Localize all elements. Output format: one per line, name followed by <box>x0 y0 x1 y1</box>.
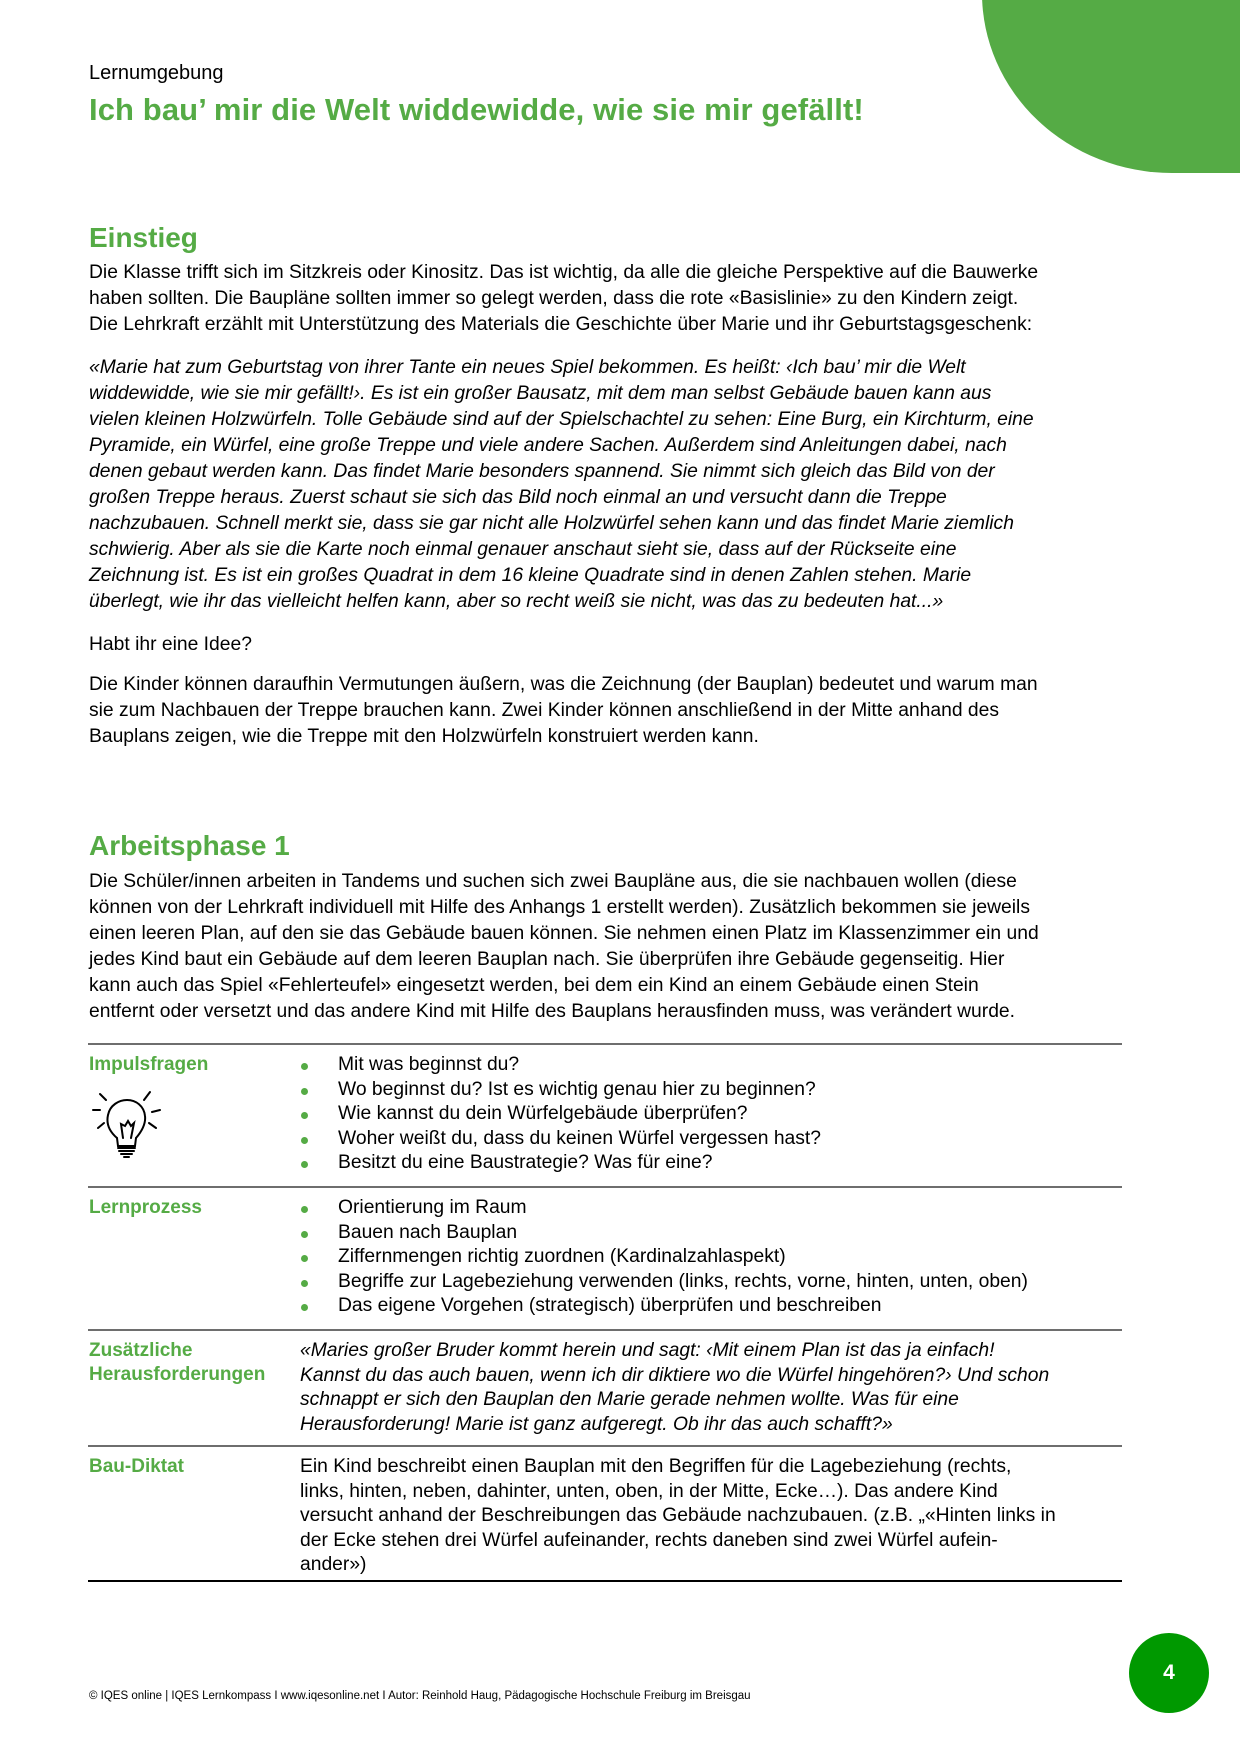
einstieg-intro <box>89 260 1129 338</box>
text-line: Pyramide, ein Würfel, eine große Treppe und viele andere Sachen. Außerdem sind Anleitungen dabei, nach <box>89 435 1007 456</box>
text-line: können von der Lehrkraft individuell mit Hilfe des Anhangs 1 erstellt werden). Zusätzlich bekommen sie jeweils <box>89 897 1030 918</box>
row-content <box>300 1045 1122 1176</box>
text-line: jedes Kind baut ein Gebäude auf dem leeren Bauplan nach. Sie überprüfen ihre Gebäude gegenseitig. Hier <box>89 949 1005 970</box>
section-heading-einstieg: Einstieg <box>89 222 198 253</box>
einstieg-followup <box>89 672 1129 750</box>
footer-credits: © IQES online | IQES Lernkompass I www.iqesonline.net I Autor: Reinhold Haug, Pädagogische Hochschule Freiburg im Breisgau <box>89 1690 751 1702</box>
page-number: 4 <box>1163 1661 1175 1684</box>
lightbulb-icon <box>90 1088 166 1160</box>
list-item: Orientierung im Raum <box>300 1196 1122 1221</box>
text-line: Zeichnung ist. Es ist ein großes Quadrat in dem 16 kleine Quadrate sind in denen Zahlen stehen. Marie <box>89 565 972 586</box>
row-label: Impulsfragen <box>89 1054 209 1075</box>
text-line: entfernt oder versetzt und das andere Kind mit Hilfe des Bauplans herausfinden muss, was verändert wurde. <box>89 1001 1016 1022</box>
list-item: Besitzt du eine Baustrategie? Was für eine? <box>300 1151 1122 1176</box>
arbeitsphase-text <box>89 869 1129 1025</box>
bullet-icon <box>301 1231 308 1238</box>
bullet-icon <box>301 1112 308 1119</box>
list-item: Mit was beginnst du? <box>300 1053 1122 1078</box>
row-label: Lernprozess <box>89 1197 202 1218</box>
table-row-lernprozess <box>88 1186 1122 1329</box>
table-row-bau-diktat <box>88 1445 1122 1582</box>
text-line: ander») <box>300 1554 367 1575</box>
page-number-badge <box>1129 1633 1209 1713</box>
text-line: der Ecke stehen drei Würfel aufeinander, rechts daneben sind zwei Würfel aufein- <box>300 1529 998 1551</box>
text-line: Ein Kind beschreibt einen Bauplan mit den Begriffen für die Lagebeziehung (rechts, <box>300 1456 1012 1477</box>
text-line: Herausforderung! Marie ist ganz aufgeregt. Ob ihr das auch schafft?» <box>300 1413 893 1435</box>
list-item: Wo beginnst du? Ist es wichtig genau hier zu beginnen? <box>300 1078 1122 1103</box>
list-item: Bauen nach Bauplan <box>300 1221 1122 1246</box>
text-line: großen Treppe heraus. Zuerst schaut sie sich das Bild noch einmal an und versucht dann die Treppe <box>89 487 947 508</box>
bullet-icon <box>301 1206 308 1213</box>
text-line: links, hinten, neben, dahinter, unten, oben, in der Mitte, Ecke…). Das andere Kind <box>300 1480 998 1502</box>
bullet-icon <box>301 1137 308 1144</box>
text-line: vielen kleinen Holzwürfeln. Tolle Gebäude sind auf der Spielschachtel zu sehen: Eine Burg, ein Kirchturm, eine <box>89 409 1034 430</box>
text-line: sie zum Nachbauen der Treppe brauchen kann. Zwei Kinder können anschließend in der Mitte anhand des <box>89 700 999 721</box>
text-line: denen gebaut werden kann. Das findet Marie besonders spannend. Sie nimmt sich gleich das Bild von der <box>89 461 995 482</box>
bullet-icon <box>301 1063 308 1070</box>
row-content <box>300 1188 1122 1319</box>
row-label <box>89 1339 289 1387</box>
bullet-icon <box>301 1088 308 1095</box>
section-heading-arbeitsphase-1: Arbeitsphase 1 <box>89 830 290 861</box>
row-label-line: Herausforderungen <box>89 1364 266 1385</box>
page-kicker: Lernumgebung <box>89 62 224 84</box>
text-line: Bauplans zeigen, wie die Treppe mit den Holzwürfeln konstruiert werden kann. <box>89 726 759 747</box>
bullet-icon <box>301 1255 308 1262</box>
text-line: schnappt er sich den Bauplan den Marie gerade nehmen wollte. Was für eine <box>300 1389 959 1410</box>
text-line: überlegt, wie ihr das vielleicht helfen kann, aber so recht weiß sie nicht, was das zu bedeuten hat...» <box>89 591 944 612</box>
page-title: Ich bau’ mir die Welt widdewidde, wie sie mir gefällt! <box>89 92 864 127</box>
bullet-icon <box>301 1161 308 1168</box>
row-content <box>300 1447 1122 1578</box>
text-line: widdewidde, wie sie mir gefällt!›. Es ist ein großer Bausatz, mit dem man selbst Gebäude bauen kann aus <box>89 383 992 404</box>
text-line: einen leeren Plan, auf den sie das Gebäude bauen können. Sie nehmen einen Platz im Klassenzimmer ein und <box>89 923 1039 944</box>
activity-table <box>88 1043 1122 1582</box>
list-item: Ziffernmengen richtig zuordnen (Kardinalzahlaspekt) <box>300 1245 1122 1270</box>
text-line: «Marie hat zum Geburtstag von ihrer Tante ein neues Spiel bekommen. Es heißt: ‹Ich bau’ mir die Welt <box>89 357 966 378</box>
bullet-icon <box>301 1304 308 1311</box>
row-label-line: Zusätzliche <box>89 1340 193 1361</box>
text-line: Kannst du das auch bauen, wenn ich dir diktiere wo die Würfel hingehören?› Und schon <box>300 1364 1050 1386</box>
decorative-corner-shape <box>982 0 1240 173</box>
bullet-icon <box>301 1280 308 1287</box>
text-line: haben sollten. Die Baupläne sollten immer so gelegt werden, dass die rote «Basislinie» zu den Kindern zeigt. <box>89 288 1019 309</box>
text-line: nachzubauen. Schnell merkt sie, dass sie gar nicht alle Holzwürfel sehen kann und das findet Marie ziemlich <box>89 513 1014 534</box>
list-item: Woher weißt du, dass du keinen Würfel vergessen hast? <box>300 1127 1122 1152</box>
text-line: Die Lehrkraft erzählt mit Unterstützung des Materials die Geschichte über Marie und ihr Geburtstagsgeschenk: <box>89 314 1033 335</box>
list-item: Begriffe zur Lagebeziehung verwenden (links, rechts, vorne, hinten, unten, oben) <box>300 1270 1122 1295</box>
list-item: Das eigene Vorgehen (strategisch) überprüfen und beschreiben <box>300 1294 1122 1319</box>
table-row-zusaetzliche-herausforderungen <box>88 1329 1122 1445</box>
text-line: Die Kinder können daraufhin Vermutungen äußern, was die Zeichnung (der Bauplan) bedeutet und warum man <box>89 674 1038 695</box>
table-row-impulsfragen <box>88 1043 1122 1186</box>
text-line: schwierig. Aber als sie die Karte noch einmal genauer anschaut sieht sie, dass auf der Rückseite eine <box>89 539 957 560</box>
einstieg-question: Habt ihr eine Idee? <box>89 634 252 655</box>
text-line: kann auch das Spiel «Fehlerteufel» eingesetzt werden, bei dem ein Kind an einem Gebäude einen Stein <box>89 975 979 996</box>
text-line: versucht anhand der Beschreibungen das Gebäude nachzubauen. (z.B. „«Hinten links in <box>300 1505 1056 1526</box>
einstieg-story <box>89 355 1129 615</box>
row-label: Bau-Diktat <box>89 1456 185 1477</box>
row-content <box>300 1331 1122 1437</box>
text-line: «Maries großer Bruder kommt herein und sagt: ‹Mit einem Plan ist das ja einfach! <box>300 1340 995 1361</box>
list-item: Wie kannst du dein Würfelgebäude überprüfen? <box>300 1102 1122 1127</box>
text-line: Die Schüler/innen arbeiten in Tandems und suchen sich zwei Baupläne aus, die sie nachbauen wollen (diese <box>89 871 1017 892</box>
text-line: Die Klasse trifft sich im Sitzkreis oder Kinositz. Das ist wichtig, da alle die gleiche Perspektive auf die Bauwerke <box>89 262 1039 283</box>
